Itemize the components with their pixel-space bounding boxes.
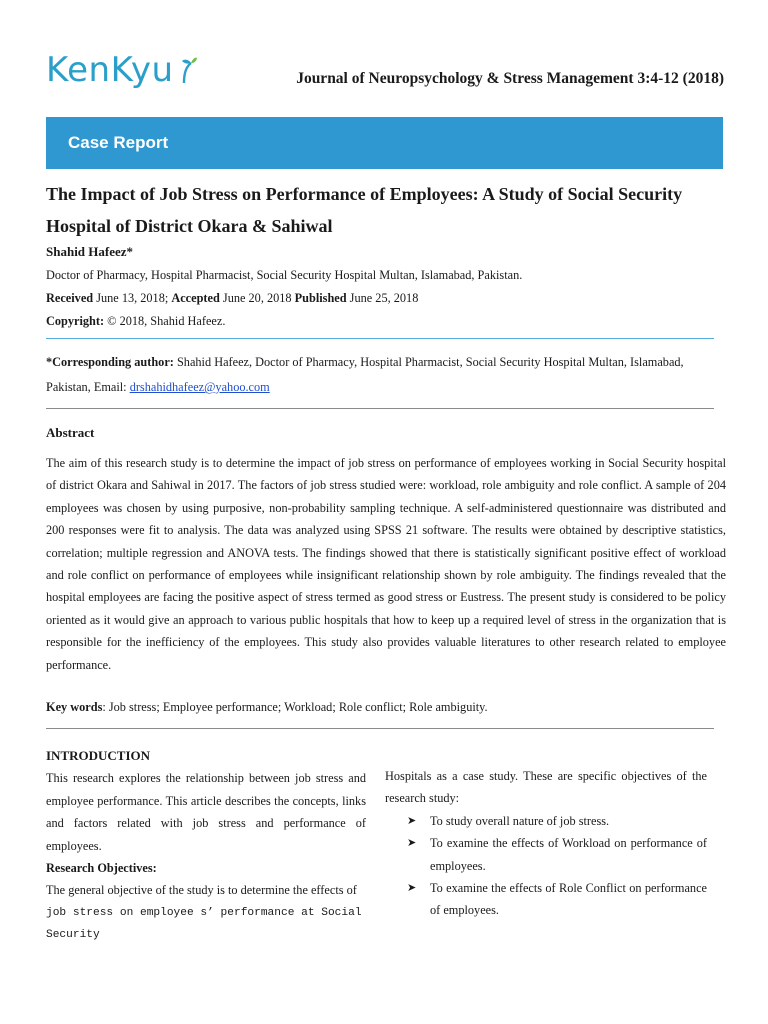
logo-sprout-icon <box>176 55 198 85</box>
objective-text: To examine the effects of Role Conflict on performance of employees. <box>430 881 707 918</box>
keywords-line <box>46 700 488 715</box>
copyright-line <box>46 314 225 329</box>
abstract-body: The aim of this research study is to determine the impact of job stress on performance of employees working in Social Security hospital of district Okara and Sahiwal in 2017. The factors of job stress studied were: workload, role ambiguity and role conflict. A sample of 204 employees was chosen by using purposive, non-probability sampling technique. A self-administered questionnaire was distributed and 200 responses were fit to analysis. The data was analyzed using SPSS 21 software. The results were obtained by descriptive statistics, correlation; multiple regression and ANOVA tests. The findings showed that there is statistically significant positive effect of workload and role conflict on performance of employees while insignificant relationship shown by role ambiguity. The findings revealed that the hospital employees are facing the positive aspect of stress termed as good stress or Eustress. The present study is considered to be policy oriented as it would give an approach to various public hospitals that how to keep up a required level of stress in the organization that is responsible for the inefficiency of the employees. This study also provides valuable literatures to other research related to employee performance. <box>46 456 726 672</box>
journal-citation: Journal of Neuropsychology & Stress Management 3:4-12 (2018) <box>296 70 724 87</box>
divider-corresponding <box>46 408 714 409</box>
corresponding-text: Shahid Hafeez, Doctor of Pharmacy, Hospital Pharmacist, Social Security Hospital Multan, Islamabad, Pakistan, Email: <box>46 355 684 394</box>
article-title <box>46 178 726 242</box>
specific-objectives-intro: Hospitals as a case study. These are specific objectives of the research study: <box>385 769 707 806</box>
corresponding-label: *Corresponding author: <box>46 355 174 369</box>
title-line-2: Hospital of District Okara & Sahiwal <box>46 216 333 236</box>
kenkyu-logo <box>46 50 198 90</box>
objective-text: To study overall nature of job stress. <box>430 813 610 828</box>
arrow-bullet-icon: ➤ <box>407 813 417 827</box>
arrow-bullet-icon: ➤ <box>407 836 417 850</box>
corresponding-author <box>46 350 714 400</box>
keywords-text: : Job stress; Employee performance; Workload; Role conflict; Role ambiguity. <box>102 700 488 714</box>
list-item <box>385 810 707 832</box>
general-objective-continued: job stress on employee s’ performance at Social Security <box>46 906 362 942</box>
list-item <box>385 832 707 877</box>
received-date: June 13, 2018; <box>93 291 172 305</box>
arrow-bullet-icon: ➤ <box>407 881 417 895</box>
abstract-heading: Abstract <box>46 425 95 440</box>
copyright-label: Copyright: <box>46 314 105 328</box>
list-item <box>385 877 707 922</box>
published-label: Published <box>294 291 347 305</box>
keywords-label: Key words <box>46 700 103 714</box>
general-objective-paragraph: The general objective of the study is to determine the effects of <box>46 883 357 898</box>
accepted-date: June 20, 2018 <box>219 291 295 305</box>
article-type-label: Case Report <box>68 133 169 152</box>
received-label: Received <box>46 291 94 305</box>
objectives-list <box>385 810 707 922</box>
author-name: Shahid Hafeez* <box>46 244 134 259</box>
introduction-left-column <box>46 745 366 947</box>
divider-top <box>46 338 714 339</box>
published-date: June 25, 2018 <box>346 291 419 305</box>
introduction-right-column <box>385 765 707 922</box>
case-report-banner <box>46 117 723 169</box>
accepted-label: Accepted <box>171 291 220 305</box>
introduction-heading: INTRODUCTION <box>46 748 151 763</box>
research-objectives-heading: Research Objectives: <box>46 861 157 876</box>
objective-text: To examine the effects of Workload on performance of employees. <box>430 836 707 873</box>
logo-text: KenKyu <box>46 50 174 90</box>
divider-keywords <box>46 728 714 729</box>
introduction-paragraph: This research explores the relationship between job stress and employee performance. This article describes the concepts, links and factors related with job stress and performance of employees. <box>46 771 366 853</box>
copyright-text: © 2018, Shahid Hafeez. <box>104 314 226 328</box>
publication-dates <box>46 291 418 306</box>
title-line-1: The Impact of Job Stress on Performance of Employees: A Study of Social Security <box>46 184 683 204</box>
author-affiliation: Doctor of Pharmacy, Hospital Pharmacist, Social Security Hospital Multan, Islamabad, Pakistan. <box>46 268 523 282</box>
email-link[interactable]: drshahidhafeez@yahoo.com <box>129 380 270 394</box>
